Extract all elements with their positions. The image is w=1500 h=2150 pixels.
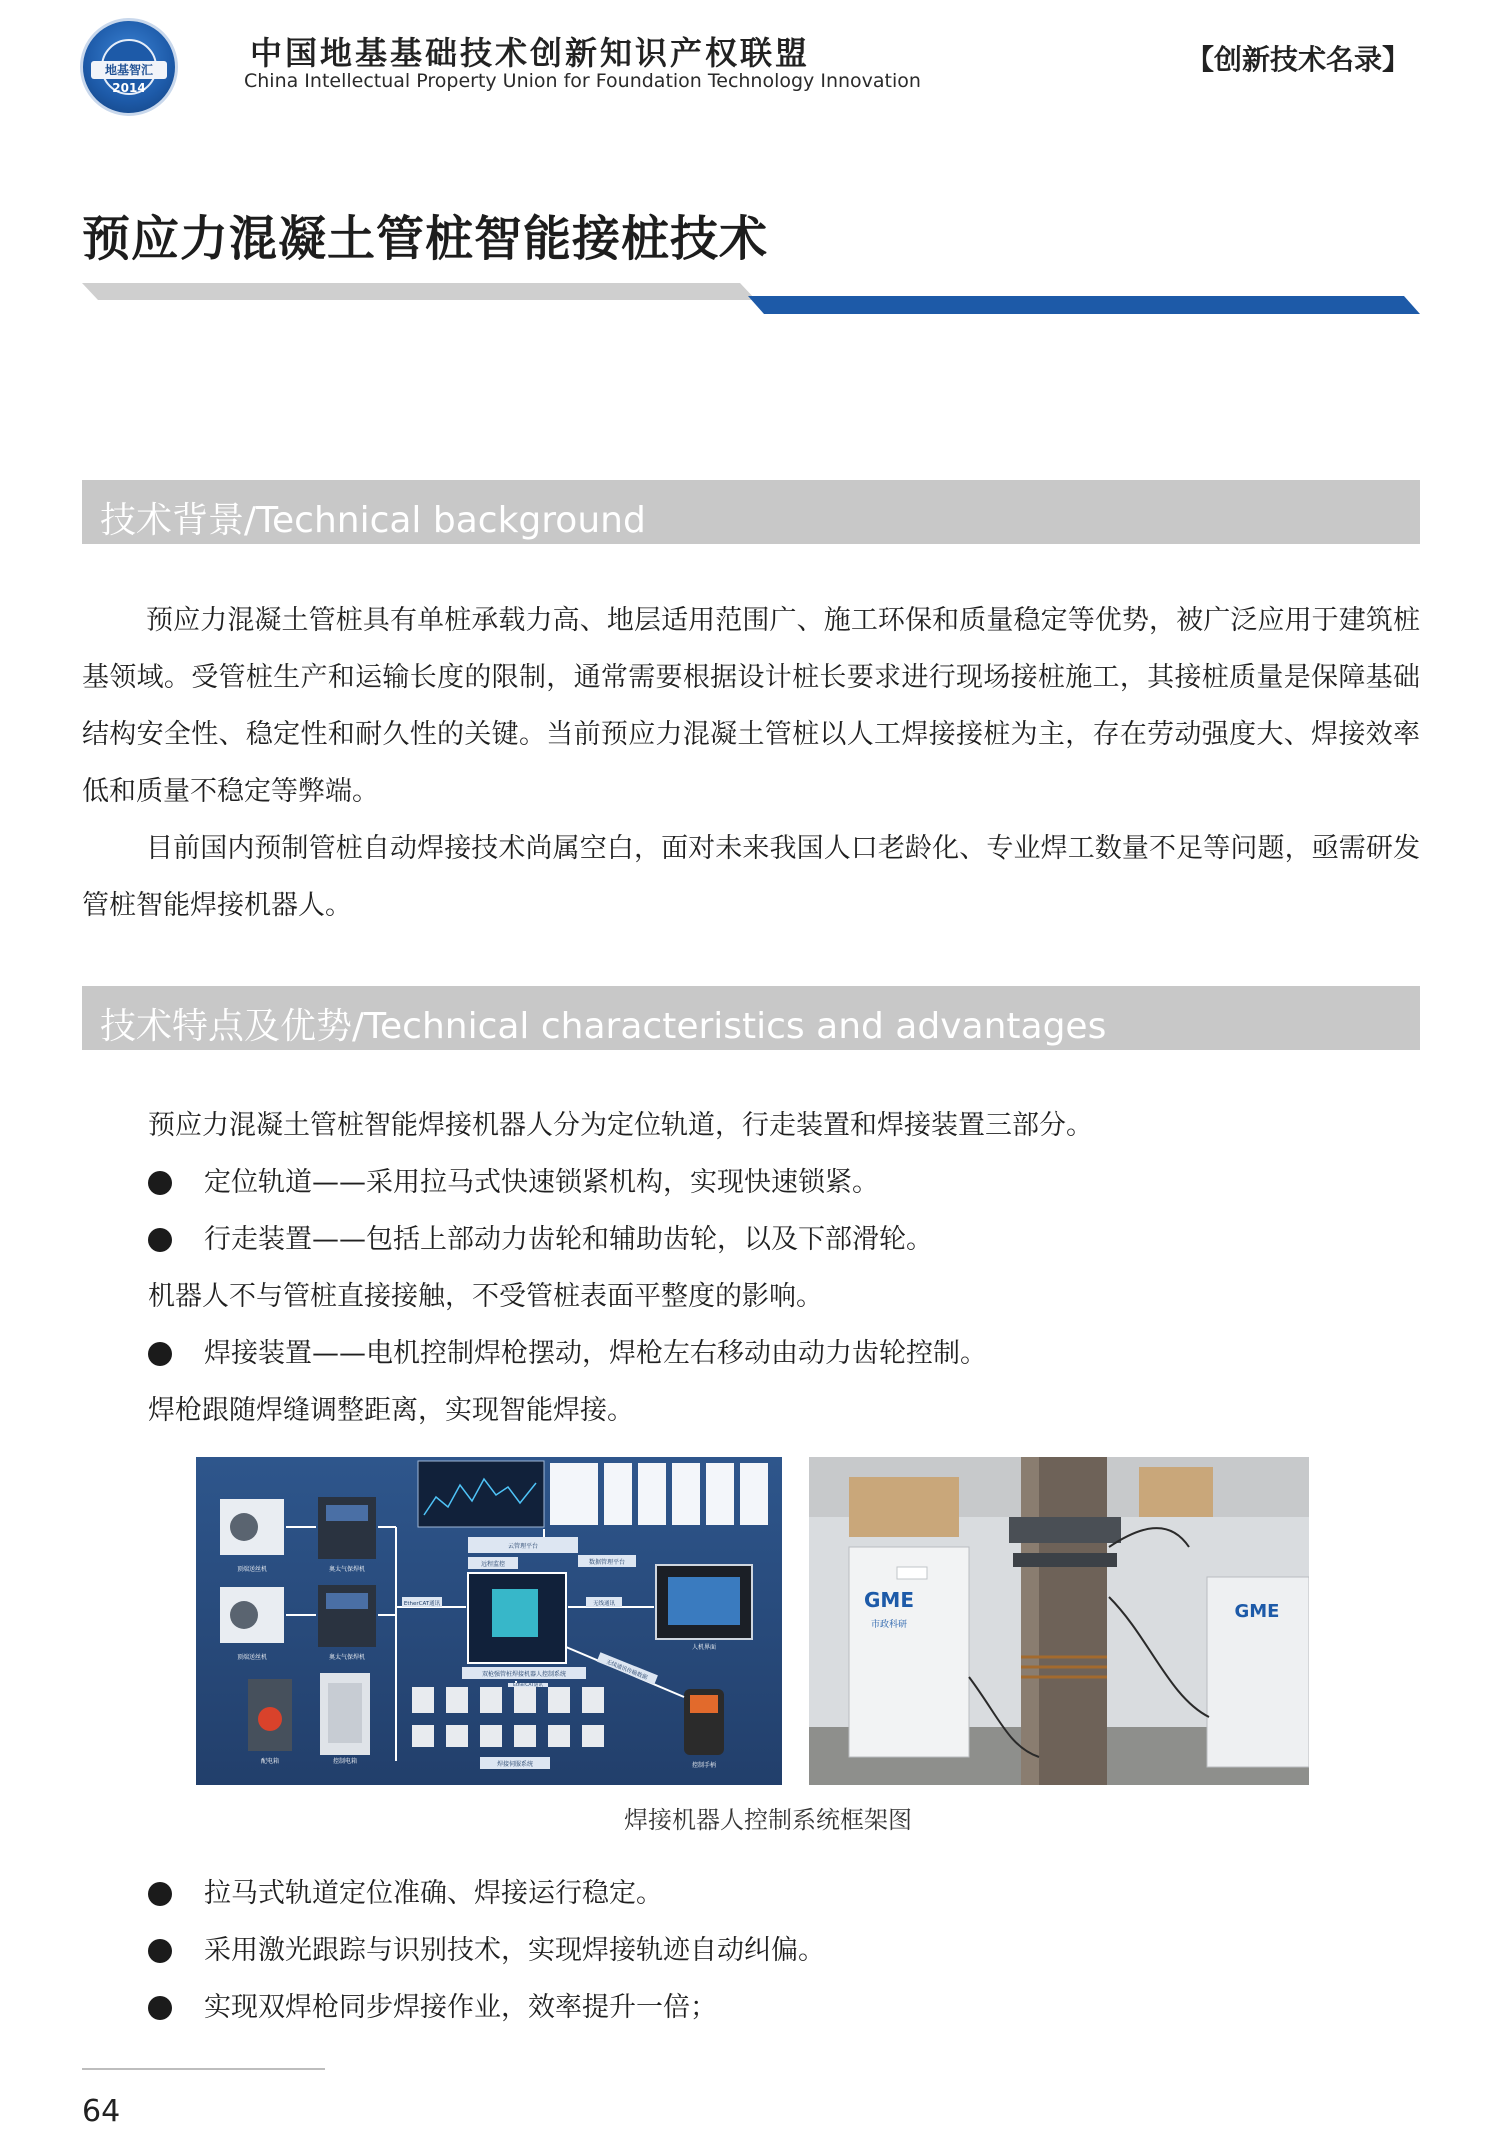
bullet-text: 定位轨道——采用拉马式快速锁紧机构，实现快速锁紧。: [204, 1167, 879, 1198]
advantage-text: 采用激光跟踪与识别技术，实现焊接轨迹自动纠偏。: [204, 1935, 825, 1966]
cardboard-box-2: [1139, 1467, 1213, 1517]
app-screen-1: [550, 1463, 598, 1525]
diagram-label: 控制手柄: [691, 1762, 717, 1769]
app-screen-2: [604, 1463, 632, 1525]
note-text: 焊枪跟随焊缝调整距离，实现智能焊接。: [148, 1395, 634, 1426]
pile-highlight: [1021, 1457, 1039, 1785]
bullet-dot-icon: [148, 1996, 172, 2020]
note-text: 机器人不与管桩直接接触，不受管桩表面平整度的影响。: [148, 1281, 823, 1312]
control-system-diagram: [196, 1457, 782, 1785]
advantage-text: 实现双焊枪同步焊接作业，效率提升一倍；: [204, 1992, 717, 2023]
control-cabinet: [320, 1673, 370, 1765]
diagram-label: 无线通讯: [592, 1601, 616, 1607]
section-heading: 技术特点及优势/Technical characteristics and advantages: [100, 1006, 1107, 1047]
machine-brand: GME: [1234, 1601, 1280, 1622]
bullet-text: 行走装置——包括上部动力齿轮和辅助齿轮，以及下部滑轮。: [204, 1224, 933, 1255]
diagram-label: EtherCAT通讯: [403, 1601, 441, 1607]
page-title: 预应力混凝土管桩智能接桩技术: [82, 211, 769, 267]
diagram-label: 双枪强管桩焊接机器人控制系统: [481, 1671, 567, 1678]
bullet-dot-icon: [148, 1882, 172, 1906]
page-number: 64: [82, 2094, 121, 2129]
monitor-screenshot: [418, 1461, 544, 1527]
bullet-dot-icon: [148, 1939, 172, 1963]
paragraph: 目前国内预制管桩自动焊接技术尚属空白，面对未来我国人口老龄化、专业焊工数量不足等问题，亟需研发管桩智能焊接机器人。: [82, 833, 1420, 921]
section-heading: 技术背景/Technical background: [100, 500, 646, 541]
diagram-canvas: [196, 1457, 782, 1785]
cardboard-box: [849, 1477, 959, 1537]
robot-body: [492, 1589, 538, 1637]
robot-photo: [809, 1457, 1309, 1785]
title-underline-blue: [748, 296, 1420, 314]
app-screen-4: [672, 1463, 700, 1525]
figure-caption: 焊接机器人控制系统框架图: [624, 1806, 912, 1834]
diagram-label: 远程监控: [480, 1561, 506, 1568]
diagram-label: 数据管理平台: [588, 1559, 626, 1566]
diagram-label: EtherCAT通讯: [513, 1683, 543, 1688]
diagram-label: 无线通讯传输数据: [605, 1659, 649, 1682]
app-screen-5: [706, 1463, 734, 1525]
diagram-label: 顶端送丝机: [236, 1566, 268, 1573]
diagram-label: 控制电箱: [332, 1758, 358, 1765]
bullet-dot-icon: [148, 1171, 172, 1195]
diagram-label: 云管理平台: [507, 1543, 539, 1550]
footer-rule: [82, 2068, 325, 2070]
machine-brand: GME: [864, 1588, 914, 1612]
diagram-label: 顶端送丝机: [236, 1654, 268, 1661]
diagram-label: 焊接伺服系统: [496, 1761, 534, 1768]
pendant-screen: [690, 1695, 718, 1713]
title-underline-gray: [82, 283, 756, 300]
photo-canvas: [809, 1457, 1309, 1785]
bullet-text: 焊接装置——电机控制焊枪摆动，焊枪左右移动由动力齿轮控制。: [204, 1338, 987, 1369]
machine-brand-sub: 市政科研: [870, 1620, 908, 1630]
logo-year: 2014: [112, 81, 146, 95]
org-name-cn: 中国地基基础技术创新知识产权联盟: [250, 34, 811, 72]
diagram-label: 奥太气保焊机: [328, 1654, 366, 1661]
section-header-features: [82, 986, 1420, 1050]
robot-carriage: [1013, 1553, 1117, 1567]
diagram-label: 人机界面: [691, 1644, 717, 1651]
paragraph: 预应力混凝土管桩具有单桩承载力高、地层适用范围广、施工环保和质量稳定等优势，被广泛应用于建筑桩基领域。受管桩生产和运输长度的限制，通常需要根据设计桩长要求进行现场接桩施工，其接桩质量是保障基础结构安全性、稳定性和耐久性的关键。当前预应力混凝土管桩以人工焊接接桩为主，存在劳动强度大、焊接效率低和质量不稳定等弊端。: [82, 605, 1420, 807]
title-underline: [0, 280, 1500, 320]
diagram-label: 奥太气保焊机: [328, 1566, 366, 1573]
catalog-tag: 【创新技术名录】: [1186, 43, 1411, 76]
bullet-dot-icon: [148, 1228, 172, 1252]
logo-brand-text: 地基智汇: [91, 61, 167, 79]
hmi-screen: [668, 1577, 740, 1625]
machine-panel: [897, 1567, 927, 1579]
union-logo: [80, 18, 178, 116]
app-screen-3: [638, 1463, 666, 1525]
section-header-background: [82, 480, 1420, 544]
robot-track-ring: [1009, 1517, 1121, 1543]
diagram-label: 配电箱: [260, 1758, 280, 1765]
app-screen-6: [740, 1463, 768, 1525]
org-name-en: China Intellectual Property Union for Foundation Technology Innovation: [244, 70, 921, 92]
bullet-dot-icon: [148, 1342, 172, 1366]
intro-text: 预应力混凝土管桩智能焊接机器人分为定位轨道，行走装置和焊接装置三部分。: [148, 1110, 1093, 1141]
advantage-text: 拉马式轨道定位准确、焊接运行稳定。: [204, 1878, 663, 1909]
